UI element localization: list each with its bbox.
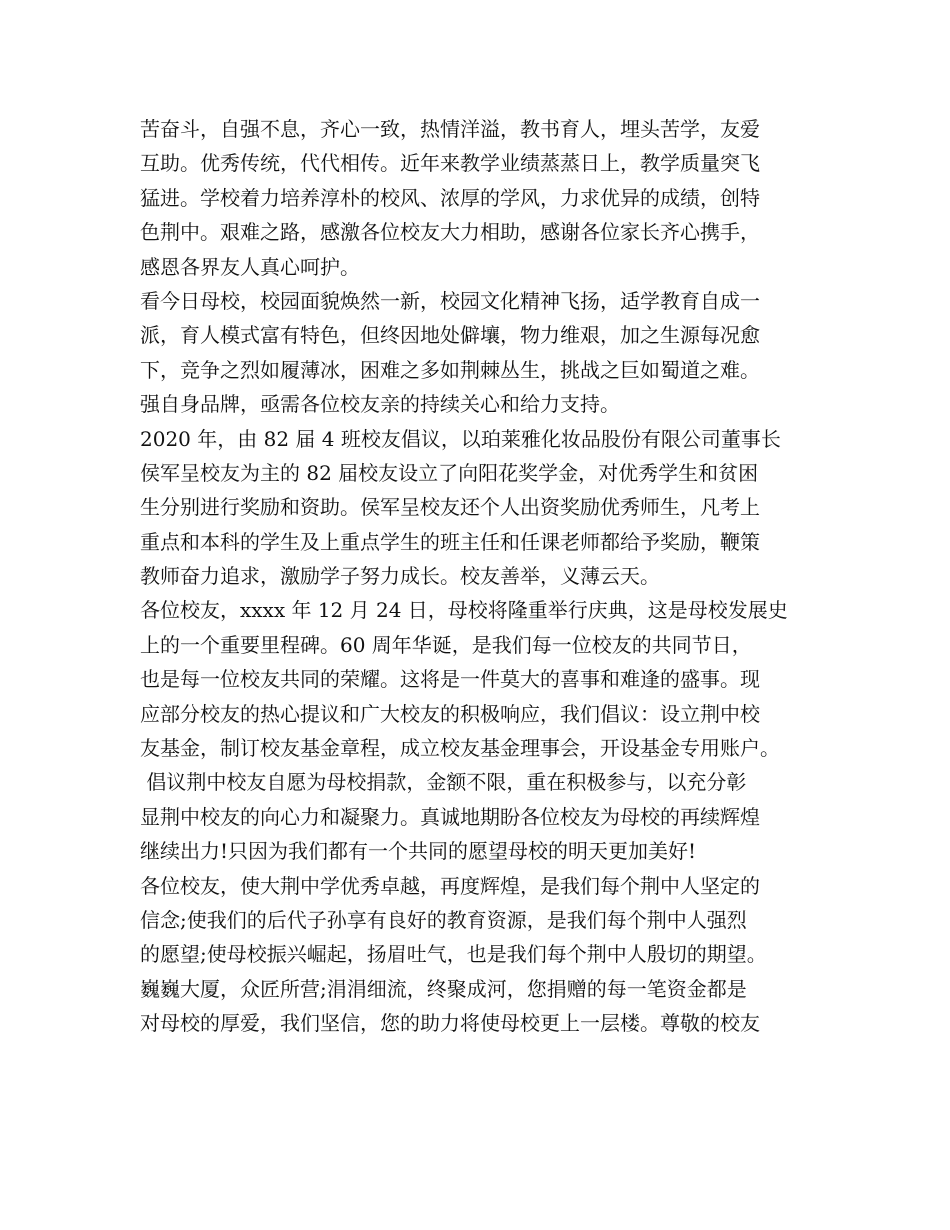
text-line: 派，育人模式富有特色，但终因地处僻壤，物力维艰，加之生源每况愈 <box>140 323 760 348</box>
text-line: 各位校友，使大荆中学优秀卓越，再度辉煌，是我们每个荆中人坚定的 <box>140 873 760 898</box>
text-line: 看今日母校，校园面貌焕然一新，校园文化精神飞扬，适学教育自成一 <box>140 288 760 313</box>
text-line: 下，竞争之烈如履薄冰，困难之多如荆棘丛生，挑战之巨如蜀道之难。 <box>140 357 760 382</box>
text-line: 苦奋斗，自强不息，齐心一致，热情洋溢，教书育人，埋头苦学，友爱 <box>140 117 760 141</box>
text-line: 互助。优秀传统，代代相传。近年来教学业绩蒸蒸日上，教学质量突飞 <box>140 151 760 176</box>
text-line: 猛进。学校着力培养淳朴的校风、浓厚的学风，力求优异的成绩，创特 <box>140 185 760 210</box>
text-line: 的愿望;使母校振兴崛起，扬眉吐气，也是我们每个荆中人殷切的期望。 <box>140 942 767 967</box>
text-line: 生分别进行奖励和资助。侯军呈校友还个人出资奖励优秀师生，凡考上 <box>140 495 760 520</box>
text-line: 各位校友，xxxx 年 12 月 24 日，母校将隆重举行庆典，这是母校发展史 <box>140 598 788 623</box>
document-body <box>140 112 820 1041</box>
text-line: 侯军呈校友为主的 82 届校友设立了向阳花奖学金，对优秀学生和贫困 <box>140 460 759 485</box>
text-line: 重点和本科的学生及上重点学生的班主任和任课老师都给予奖励，鞭策 <box>140 529 760 554</box>
text-line: 对母校的厚爱，我们坚信，您的助力将使母校更上一层楼。尊敬的校友 <box>140 1011 760 1036</box>
text-line: 2020 年，由 82 届 4 班校友倡议，以珀莱雅化妆品股份有限公司董事长 <box>140 426 781 451</box>
text-line: 色荆中。艰难之路，感激各位校友大力相助，感谢各位家长齐心携手， <box>140 220 760 245</box>
text-line: 应部分校友的热心提议和广大校友的积极响应，我们倡议：设立荆中校 <box>140 701 760 726</box>
text-line: 继续出力!只因为我们都有一个共同的愿望母校的明天更加美好! <box>140 839 697 864</box>
text-line: 友基金，制订校友基金章程，成立校友基金理事会，开设基金专用账户。 <box>140 736 780 761</box>
text-line: 强自身品牌，亟需各位校友亲的持续关心和给力支持。 <box>140 392 620 417</box>
text-line: 教师奋力追求，激励学子努力成长。校友善举，义薄云天。 <box>140 564 660 589</box>
text-line: 倡议荆中校友自愿为母校捐款，金额不限，重在积极参与，以充分彰 <box>140 770 747 795</box>
text-line: 也是每一位校友共同的荣耀。这将是一件莫大的喜事和难逢的盛事。现 <box>140 667 760 692</box>
text-line: 信念;使我们的后代子孙享有良好的教育资源，是我们每个荆中人强烈 <box>140 907 747 932</box>
text-line: 感恩各界友人真心呵护。 <box>140 254 360 279</box>
text-line: 上的一个重要里程碑。60 周年华诞，是我们每一位校友的共同节日， <box>140 632 752 657</box>
text-line: 巍巍大厦，众匠所营;涓涓细流，终聚成河，您捐赠的每一笔资金都是 <box>140 976 747 1001</box>
text-line: 显荆中校友的向心力和凝聚力。真诚地期盼各位校友为母校的再续辉煌 <box>140 804 760 829</box>
